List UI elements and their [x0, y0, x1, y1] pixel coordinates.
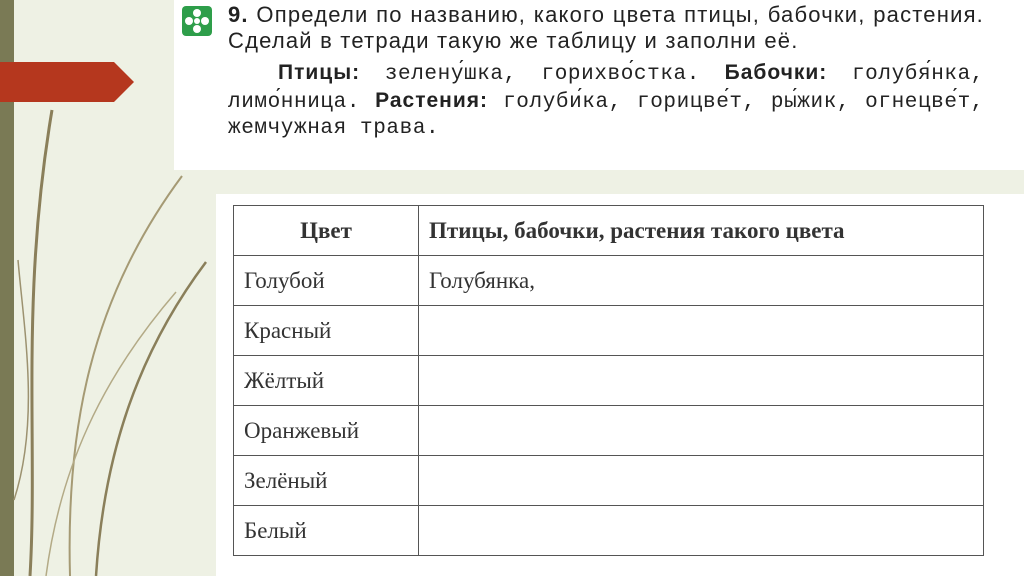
butterflies-list: голубя́нка, лимо́нница. — [228, 63, 985, 114]
flower-icon — [182, 6, 212, 36]
table-row — [234, 356, 984, 406]
birds-list: зелену́шка, горихво́стка. — [384, 63, 700, 86]
plants-label: Растения: — [375, 89, 489, 112]
color-cell: Зелёный — [234, 456, 419, 506]
task-instruction: Определи по названию, какого цвета птицы, бабочки, растения. Сделай в тетради такую же таблицу и заполни её. — [228, 2, 984, 53]
color-cell: Голубой — [234, 256, 419, 306]
items-cell — [419, 456, 984, 506]
color-cell: Оранжевый — [234, 406, 419, 456]
items-cell — [419, 306, 984, 356]
color-cell: Красный — [234, 306, 419, 356]
table-header-row — [234, 206, 984, 256]
items-cell — [419, 506, 984, 556]
table-row — [234, 406, 984, 456]
table-row — [234, 256, 984, 306]
items-cell — [419, 356, 984, 406]
items-cell: Голубянка, — [419, 256, 984, 306]
color-cell: Жёлтый — [234, 356, 419, 406]
task-text — [228, 2, 984, 142]
table-row — [234, 456, 984, 506]
items-cell — [419, 406, 984, 456]
header-color: Цвет — [234, 206, 419, 256]
task-card — [174, 0, 1024, 170]
table-row — [234, 306, 984, 356]
red-arrow-tab — [0, 62, 134, 102]
color-cell: Белый — [234, 506, 419, 556]
task-number: 9. — [228, 2, 249, 27]
plants-list: голуби́ка, горицве́т, ры́жик, огнецве́т, жемчужная трава. — [228, 91, 984, 140]
birds-label: Птицы: — [278, 61, 361, 84]
table-card — [216, 194, 1024, 576]
header-items: Птицы, бабочки, растения такого цвета — [419, 206, 984, 256]
table-row — [234, 506, 984, 556]
task-word-list — [228, 60, 984, 142]
butterflies-label: Бабочки: — [724, 61, 828, 84]
color-table — [233, 205, 984, 556]
